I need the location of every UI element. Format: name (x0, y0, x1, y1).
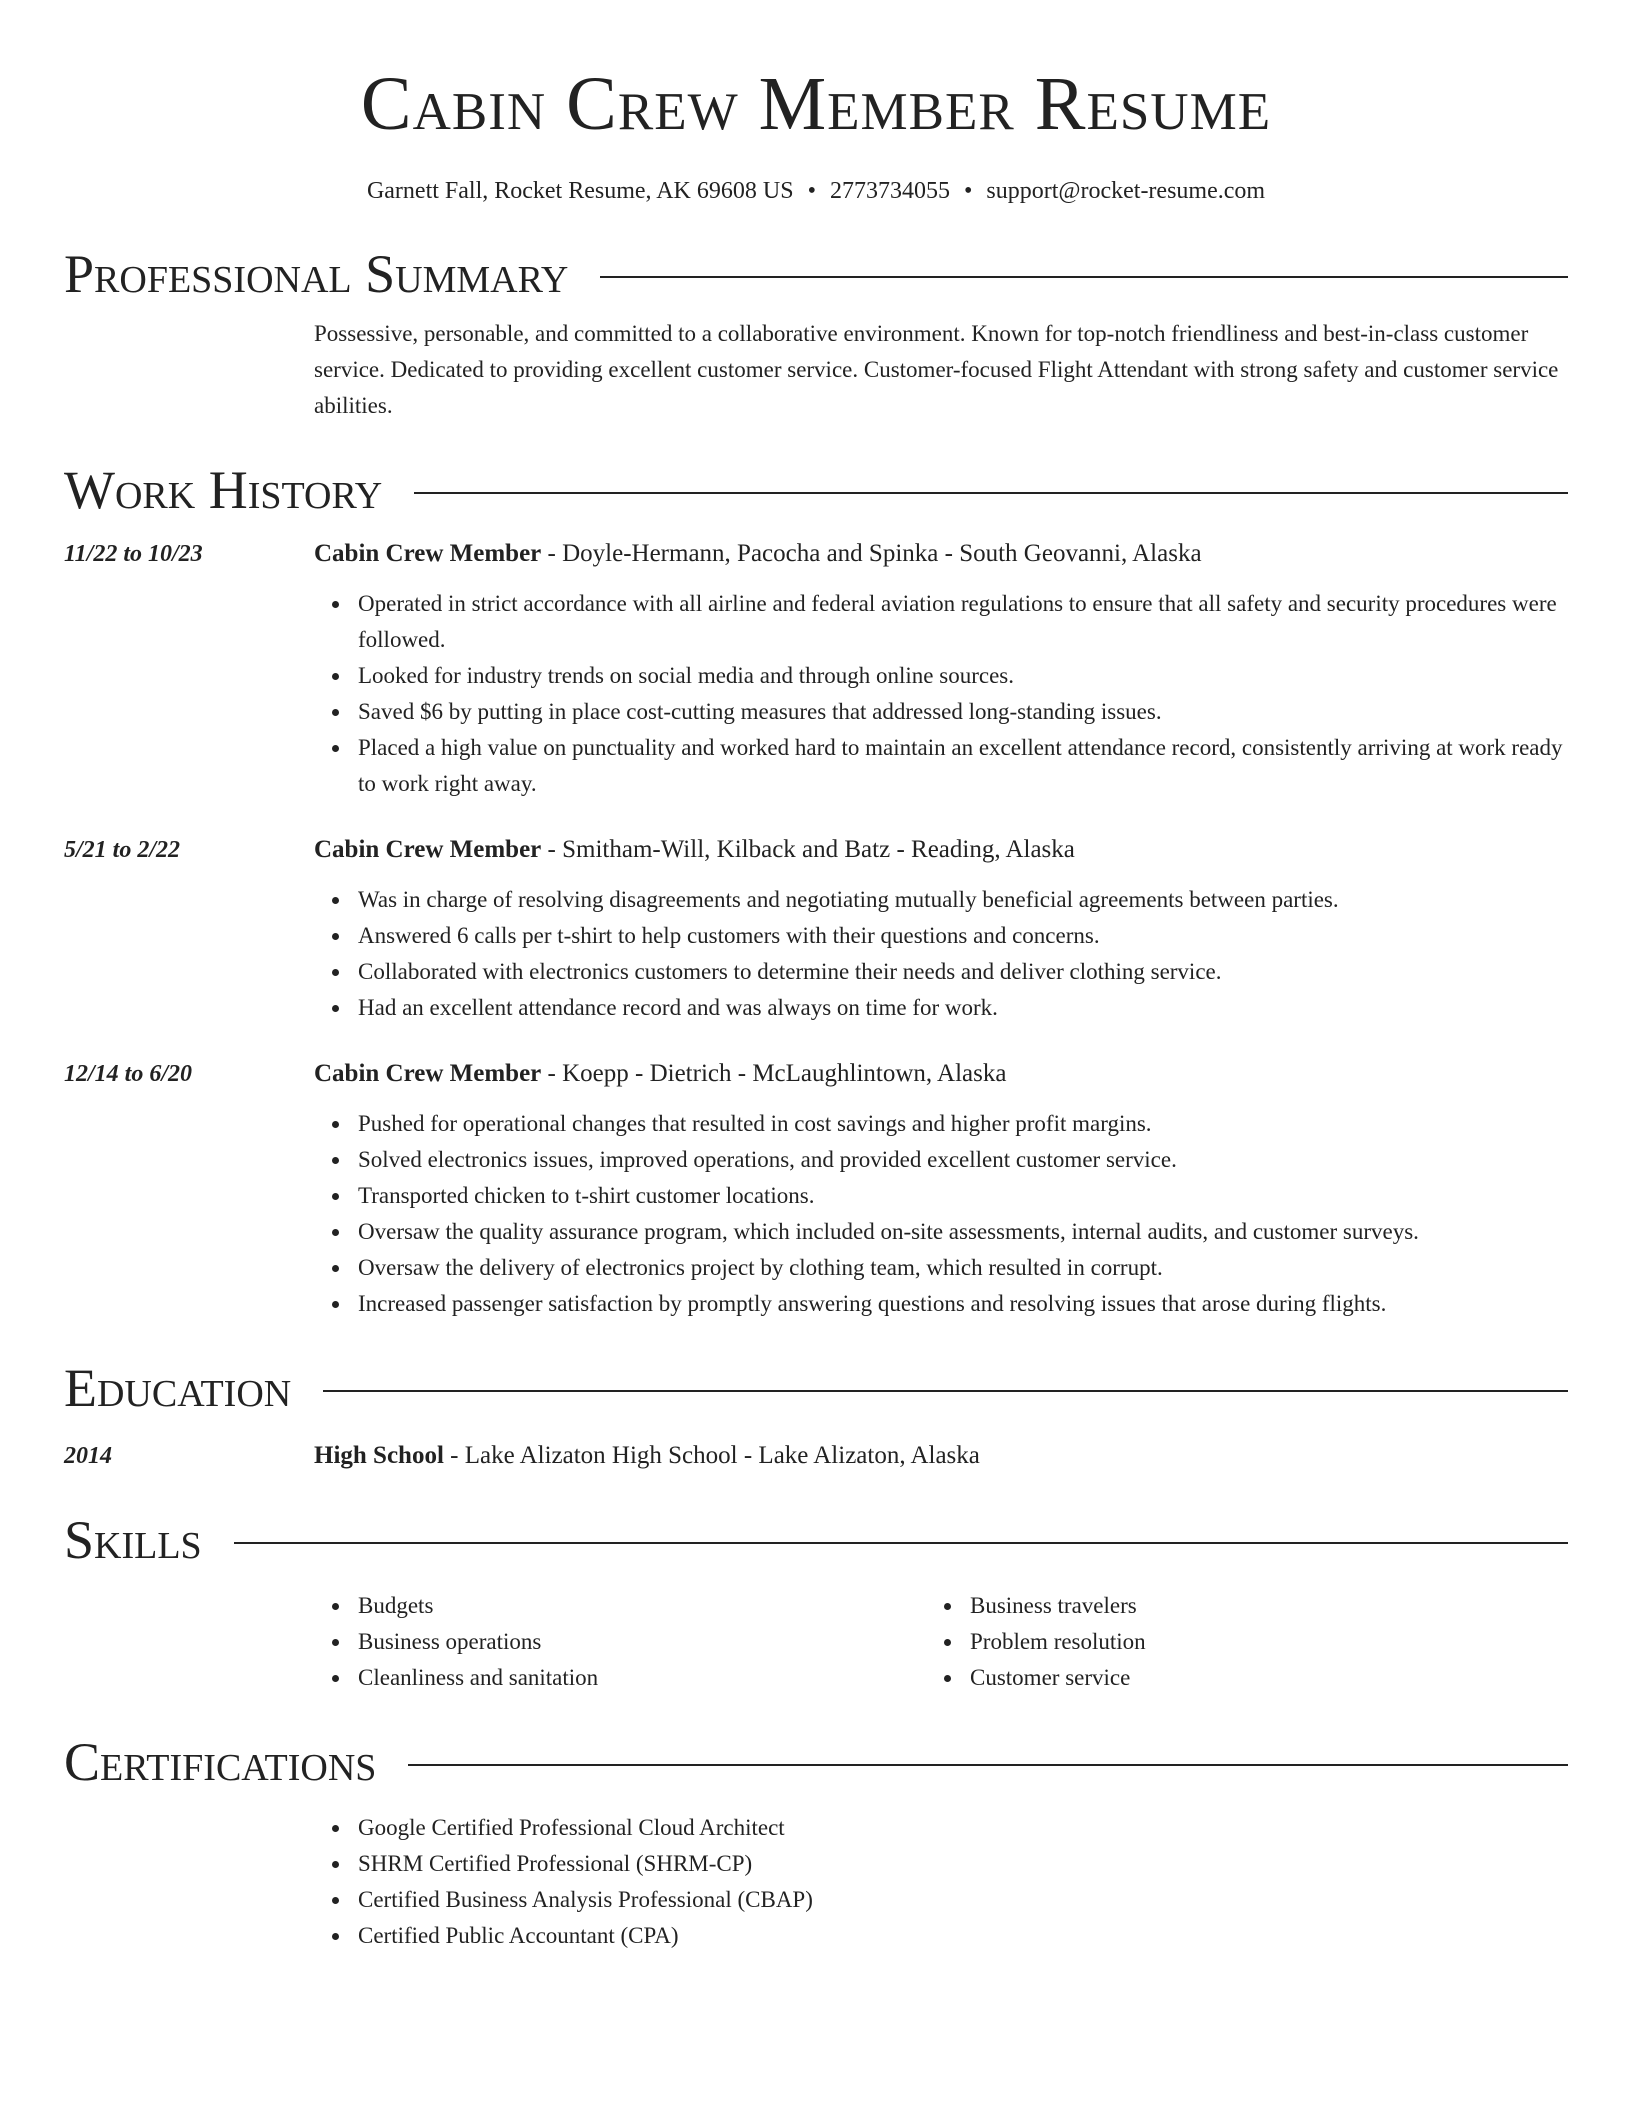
skills-column-left (314, 1588, 926, 1696)
job-dates: 5/21 to 2/22 (64, 837, 181, 863)
contact-email: support@rocket-resume.com (986, 178, 1266, 204)
skills-column-right (926, 1588, 1538, 1696)
job-bullet: Saved $6 by putting in place cost-cutting measures that addressed long-standing issues. (358, 694, 1568, 730)
work-heading: Work History (64, 460, 383, 520)
summary-left-spacer (64, 306, 314, 424)
job-details: - Doyle-Hermann, Pacocha and Spinka - South Geovanni, Alaska (541, 540, 1202, 567)
certifications-left-spacer (64, 1794, 314, 1954)
section-divider (234, 1542, 1568, 1544)
job-dates: 12/14 to 6/20 (64, 1061, 193, 1087)
job-title-line (314, 536, 1568, 572)
certification-item: Certified Public Accountant (CPA) (358, 1918, 1568, 1954)
contact-separator: • (807, 178, 816, 204)
section-divider (408, 1764, 1568, 1766)
job-entry (64, 536, 1568, 802)
education-line (314, 1438, 1568, 1474)
job-body (314, 832, 1568, 1026)
job-title-line (314, 832, 1568, 868)
job-bullet: Looked for industry trends on social media and through online sources. (358, 658, 1568, 694)
skill-item: Problem resolution (970, 1624, 1538, 1660)
job-bullet: Transported chicken to t-shirt customer locations. (358, 1178, 1568, 1214)
job-title: Cabin Crew Member (314, 836, 542, 863)
summary-heading: Professional Summary (64, 244, 569, 304)
skill-item: Customer service (970, 1660, 1538, 1696)
job-entry (64, 832, 1568, 1026)
education-entry (64, 1438, 1568, 1474)
skills-list (314, 1588, 1568, 1696)
skills-bullets (314, 1588, 926, 1696)
certification-item: Certified Business Analysis Professional (CBAP) (358, 1882, 1568, 1918)
job-title-line (314, 1056, 1568, 1092)
certifications-heading: Certifications (64, 1732, 377, 1792)
job-bullet: Solved electronics issues, improved operations, and provided excellent customer service. (358, 1142, 1568, 1178)
contact-separator: • (963, 178, 973, 204)
skills-section-header (64, 1508, 1568, 1572)
work-section-header (64, 458, 1568, 522)
job-title: Cabin Crew Member (314, 1060, 542, 1087)
certification-item: SHRM Certified Professional (SHRM-CP) (358, 1846, 1568, 1882)
job-body (314, 1056, 1568, 1322)
job-bullet: Oversaw the delivery of electronics project by clothing team, which resulted in corrupt. (358, 1250, 1568, 1286)
skill-item: Business operations (358, 1624, 926, 1660)
job-bullet: Had an excellent attendance record and was always on time for work. (358, 990, 1568, 1026)
certification-bullets (314, 1810, 1568, 1954)
job-details: - Smitham-Will, Kilback and Batz - Reading, Alaska (541, 836, 1075, 863)
skills-row (64, 1572, 1568, 1696)
job-bullet: Increased passenger satisfaction by promptly answering questions and resolving issues that arose during flights. (358, 1286, 1568, 1322)
education-degree: High School (314, 1442, 444, 1469)
job-bullets (314, 882, 1568, 1026)
certifications-list (314, 1794, 1568, 1954)
education-details: - Lake Alizaton High School - Lake Alizaton, Alaska (443, 1442, 980, 1469)
skill-item: Business travelers (970, 1588, 1538, 1624)
education-section-header (64, 1356, 1568, 1420)
skill-item: Cleanliness and sanitation (358, 1660, 926, 1696)
section-divider (600, 276, 1568, 278)
summary-text: Possessive, personable, and committed to a collaborative environment. Known for top-notch friendliness and best-in-class customer service. Dedicated to providing excellent customer service. Customer-focused Flight Attendant with strong safety and customer service abilities. (314, 321, 1559, 418)
contact-address: Garnett Fall, Rocket Resume, AK 69608 US (366, 178, 794, 204)
education-year: 2014 (64, 1443, 112, 1469)
job-bullets (314, 586, 1568, 802)
education-heading: Education (64, 1358, 292, 1418)
certifications-section-header (64, 1730, 1568, 1794)
job-bullet: Collaborated with electronics customers to determine their needs and deliver clothing service. (358, 954, 1568, 990)
skills-left-spacer (64, 1572, 314, 1696)
job-bullet: Was in charge of resolving disagreements and negotiating mutually beneficial agreements between parties. (358, 882, 1568, 918)
job-body (314, 536, 1568, 802)
section-divider (414, 492, 1568, 494)
job-bullet: Pushed for operational changes that resulted in cost savings and higher profit margins. (358, 1106, 1568, 1142)
contact-line (64, 174, 1568, 208)
job-dates: 11/22 to 10/23 (64, 541, 203, 567)
skills-heading: Skills (64, 1510, 202, 1570)
summary-row (64, 306, 1568, 424)
summary-section-header (64, 242, 1568, 306)
job-details: - Koepp - Dietrich - McLaughlintown, Alaska (541, 1060, 1007, 1087)
job-entry (64, 1056, 1568, 1322)
skill-item: Budgets (358, 1588, 926, 1624)
resume-title: Cabin Crew Member Resume (360, 62, 1272, 146)
job-bullet: Operated in strict accordance with all airline and federal aviation regulations to ensure that all safety and security procedures were followed. (358, 586, 1568, 658)
job-title: Cabin Crew Member (314, 540, 542, 567)
certifications-row (64, 1794, 1568, 1954)
job-bullet: Placed a high value on punctuality and worked hard to maintain an excellent attendance record, consistently arriving at work ready to work right away. (358, 730, 1568, 802)
job-bullet: Oversaw the quality assurance program, which included on-site assessments, internal audits, and customer surveys. (358, 1214, 1568, 1250)
skills-bullets (926, 1588, 1538, 1696)
job-bullets (314, 1106, 1568, 1322)
certification-item: Google Certified Professional Cloud Architect (358, 1810, 1568, 1846)
contact-phone: 2773734055 (829, 178, 950, 204)
job-bullet: Answered 6 calls per t-shirt to help customers with their questions and concerns. (358, 918, 1568, 954)
section-divider (323, 1390, 1568, 1392)
